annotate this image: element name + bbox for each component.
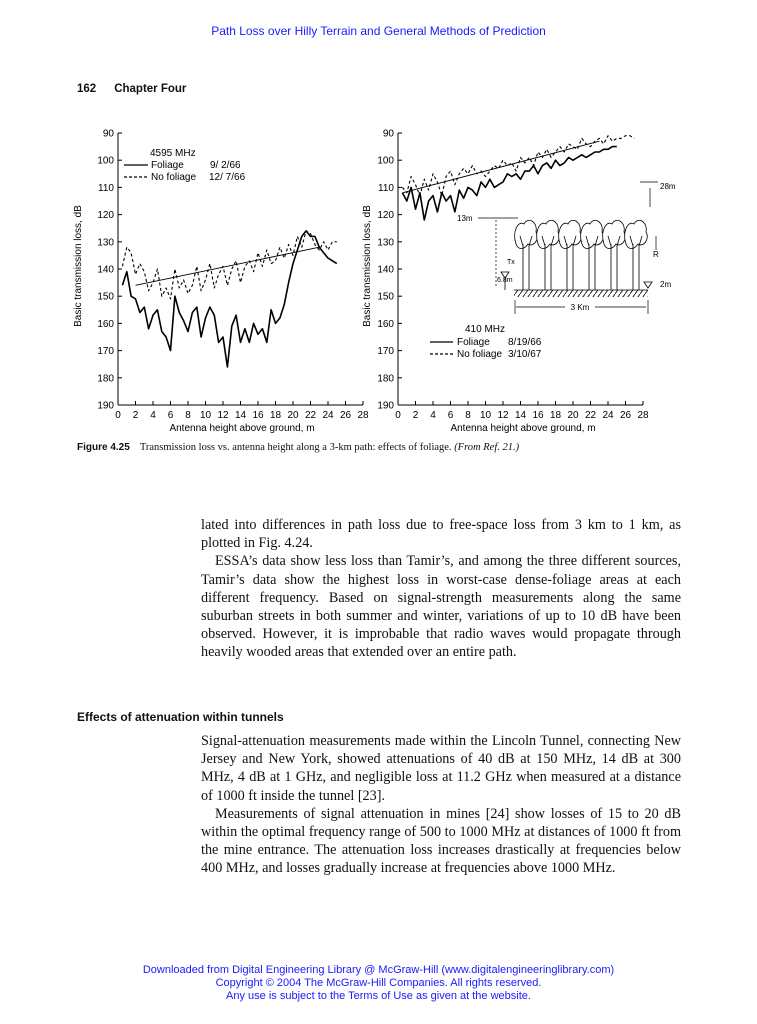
paragraph: Measurements of signal attenuation in mines [24] show losses of 15 to 20 dB within the optimal frequency range of 500 to 1000 MHz at distances of 1000 ft from the mine entrance. The attenuation loss increases drastically at frequencies below 400 MHz, and losses gradually increase at frequencies above 1000 MHz. (201, 805, 681, 877)
x-tick-label: 14 (514, 410, 527, 421)
paragraph: ESSA’s data show less loss than Tamir’s, and among the three different sources, Tamir’s data show the highest loss in worst-case dense-foliage areas at each different frequency. Based on signal-strength measurements along the same suburban streets in both summer and winter, variations of up to 10 dB have been observed. However, it is improbable that radio waves would propagate through heavily wooded areas that extended over an entire path. (201, 553, 681, 661)
figure-label: Figure 4.25 (77, 442, 130, 453)
legend-foliage: Foliage (457, 337, 490, 348)
y-tick-label: 160 (97, 318, 114, 330)
terrain-inset-diagram (457, 182, 676, 314)
legend-no-foliage-date: 3/10/67 (508, 349, 542, 360)
x-tick-label: 12 (217, 410, 229, 421)
inset-label-3km: 3 Km (570, 303, 590, 312)
series-no-foliage-line (122, 231, 336, 299)
footer (0, 964, 757, 1003)
inset-label-13m: 13m (457, 214, 473, 223)
paragraph: lated into differences in path loss due to free-space loss from 3 km to 1 km, as plotted in Fig. 4.24. (201, 517, 681, 552)
y-tick-label: 170 (377, 346, 394, 358)
series-foliage-line (402, 147, 616, 220)
chart-title: 410 MHz (465, 324, 506, 335)
legend-no-foliage-date: 12/ 7/66 (209, 172, 246, 183)
inset-label-6-8m: 6.8m (497, 277, 513, 284)
inset-label-28m: 28m (660, 182, 676, 191)
ground-hatch (514, 290, 648, 297)
x-tick-label: 24 (602, 410, 614, 421)
tree-icon (625, 220, 648, 290)
figure-4-25 (0, 0, 757, 440)
caption-source: (From Ref. 21.) (454, 442, 520, 453)
y-tick-label: 150 (377, 291, 394, 303)
legend-foliage: Foliage (151, 160, 184, 171)
x-tick-label: 4 (150, 410, 156, 421)
tree-icon (559, 220, 582, 290)
x-tick-label: 8 (185, 410, 191, 421)
y-tick-label: 180 (97, 373, 114, 385)
inset-label-r: R (653, 250, 659, 259)
x-tick-label: 6 (167, 410, 174, 421)
tree-icon (515, 220, 538, 290)
x-tick-label: 22 (304, 410, 317, 421)
y-tick-label: 150 (97, 291, 114, 303)
x-tick-label: 8 (465, 410, 471, 421)
y-tick-label: 160 (377, 318, 394, 330)
x-tick-label: 0 (115, 410, 121, 421)
y-tick-label: 130 (377, 237, 394, 249)
y-tick-label: 140 (97, 264, 114, 276)
paragraph: Signal-attenuation measurements made within the Lincoln Tunnel, connecting New Jersey and New York, showed attenuations of 40 dB at 150 MHz, 14 dB at 300 MHz, 4 dB at 1 GHz, and negligible loss at 11.2 GHz when measured at a distance of 1000 ft inside the tunnel [23]. (201, 733, 681, 804)
figure-caption (77, 442, 697, 453)
y-tick-label: 180 (377, 373, 394, 385)
legend-foliage-date: 9/ 2/66 (210, 160, 241, 171)
section-heading: Effects of attenuation within tunnels (77, 710, 284, 724)
series-fit-line (402, 141, 599, 193)
y-tick-label: 90 (102, 128, 114, 140)
tree-icon (537, 220, 560, 290)
series-foliage-line (122, 231, 336, 367)
x-tick-label: 26 (619, 410, 632, 421)
y-tick-label: 140 (377, 264, 394, 276)
running-head: Path Loss over Hilly Terrain and General Methods of Prediction (211, 24, 546, 38)
x-tick-label: 20 (567, 410, 579, 421)
x-axis-label: Antenna height above ground, m (169, 423, 315, 434)
x-tick-label: 10 (479, 410, 492, 421)
x-tick-label: 2 (132, 410, 139, 421)
y-tick-label: 190 (97, 400, 114, 412)
x-axis-label: Antenna height above ground, m (450, 423, 596, 434)
chapter-title: Chapter Four (114, 83, 187, 95)
y-tick-label: 100 (377, 155, 394, 167)
inset-label-2m: 2m (660, 280, 672, 289)
tree-icon (603, 220, 626, 290)
y-tick-label: 130 (97, 237, 114, 249)
x-tick-label: 28 (357, 410, 369, 421)
legend-no-foliage: No foliage (151, 172, 197, 183)
footer-copyright: Copyright © 2004 The McGraw-Hill Companies. All rights reserved. (215, 977, 542, 989)
y-axis-label: Basic transmission loss, dB (73, 205, 84, 327)
legend-foliage-date: 8/19/66 (508, 337, 542, 348)
y-tick-label: 110 (98, 182, 114, 194)
y-tick-label: 190 (377, 400, 394, 412)
y-tick-label: 110 (378, 182, 394, 194)
x-tick-label: 10 (199, 410, 212, 421)
y-axis-label: Basic transmission loss, dB (362, 205, 373, 327)
y-tick-label: 90 (382, 128, 394, 140)
x-tick-label: 0 (395, 410, 401, 421)
tree-row (515, 220, 648, 290)
x-tick-label: 28 (637, 410, 649, 421)
x-tick-label: 6 (447, 410, 454, 421)
x-tick-label: 14 (234, 410, 247, 421)
inset-label-tx: Tx (507, 259, 515, 266)
x-tick-label: 26 (339, 410, 352, 421)
rx-antenna-icon (644, 282, 652, 288)
x-tick-label: 20 (287, 410, 299, 421)
y-tick-label: 100 (97, 155, 114, 167)
x-tick-label: 22 (584, 410, 597, 421)
x-tick-label: 2 (412, 410, 419, 421)
body-text-top (201, 516, 681, 662)
x-tick-label: 12 (497, 410, 509, 421)
x-tick-label: 16 (252, 410, 264, 421)
caption-text: Transmission loss vs. antenna height along a 3-km path: effects of foliage. (139, 442, 452, 453)
chart-title: 4595 MHz (150, 148, 196, 159)
y-tick-label: 170 (97, 346, 114, 358)
page-number: 162 (77, 83, 97, 95)
x-tick-label: 4 (430, 410, 436, 421)
chart-4595mhz (73, 129, 369, 435)
y-tick-label: 120 (377, 210, 394, 222)
x-tick-label: 24 (322, 410, 334, 421)
body-text-bottom (201, 732, 681, 878)
chart-410mhz (362, 129, 676, 435)
footer-terms: Any use is subject to the Terms of Use as given at the website. (226, 990, 531, 1002)
x-tick-label: 18 (549, 410, 562, 421)
x-tick-label: 18 (269, 410, 282, 421)
tree-icon (581, 220, 604, 290)
y-tick-label: 120 (97, 210, 114, 222)
series-no-foliage-line (402, 136, 634, 196)
legend-no-foliage: No foliage (457, 349, 503, 360)
x-tick-label: 16 (532, 410, 544, 421)
footer-download-link[interactable]: Downloaded from Digital Engineering Library @ McGraw-Hill (www.digitalengineeringlibrary.com) (142, 964, 615, 976)
